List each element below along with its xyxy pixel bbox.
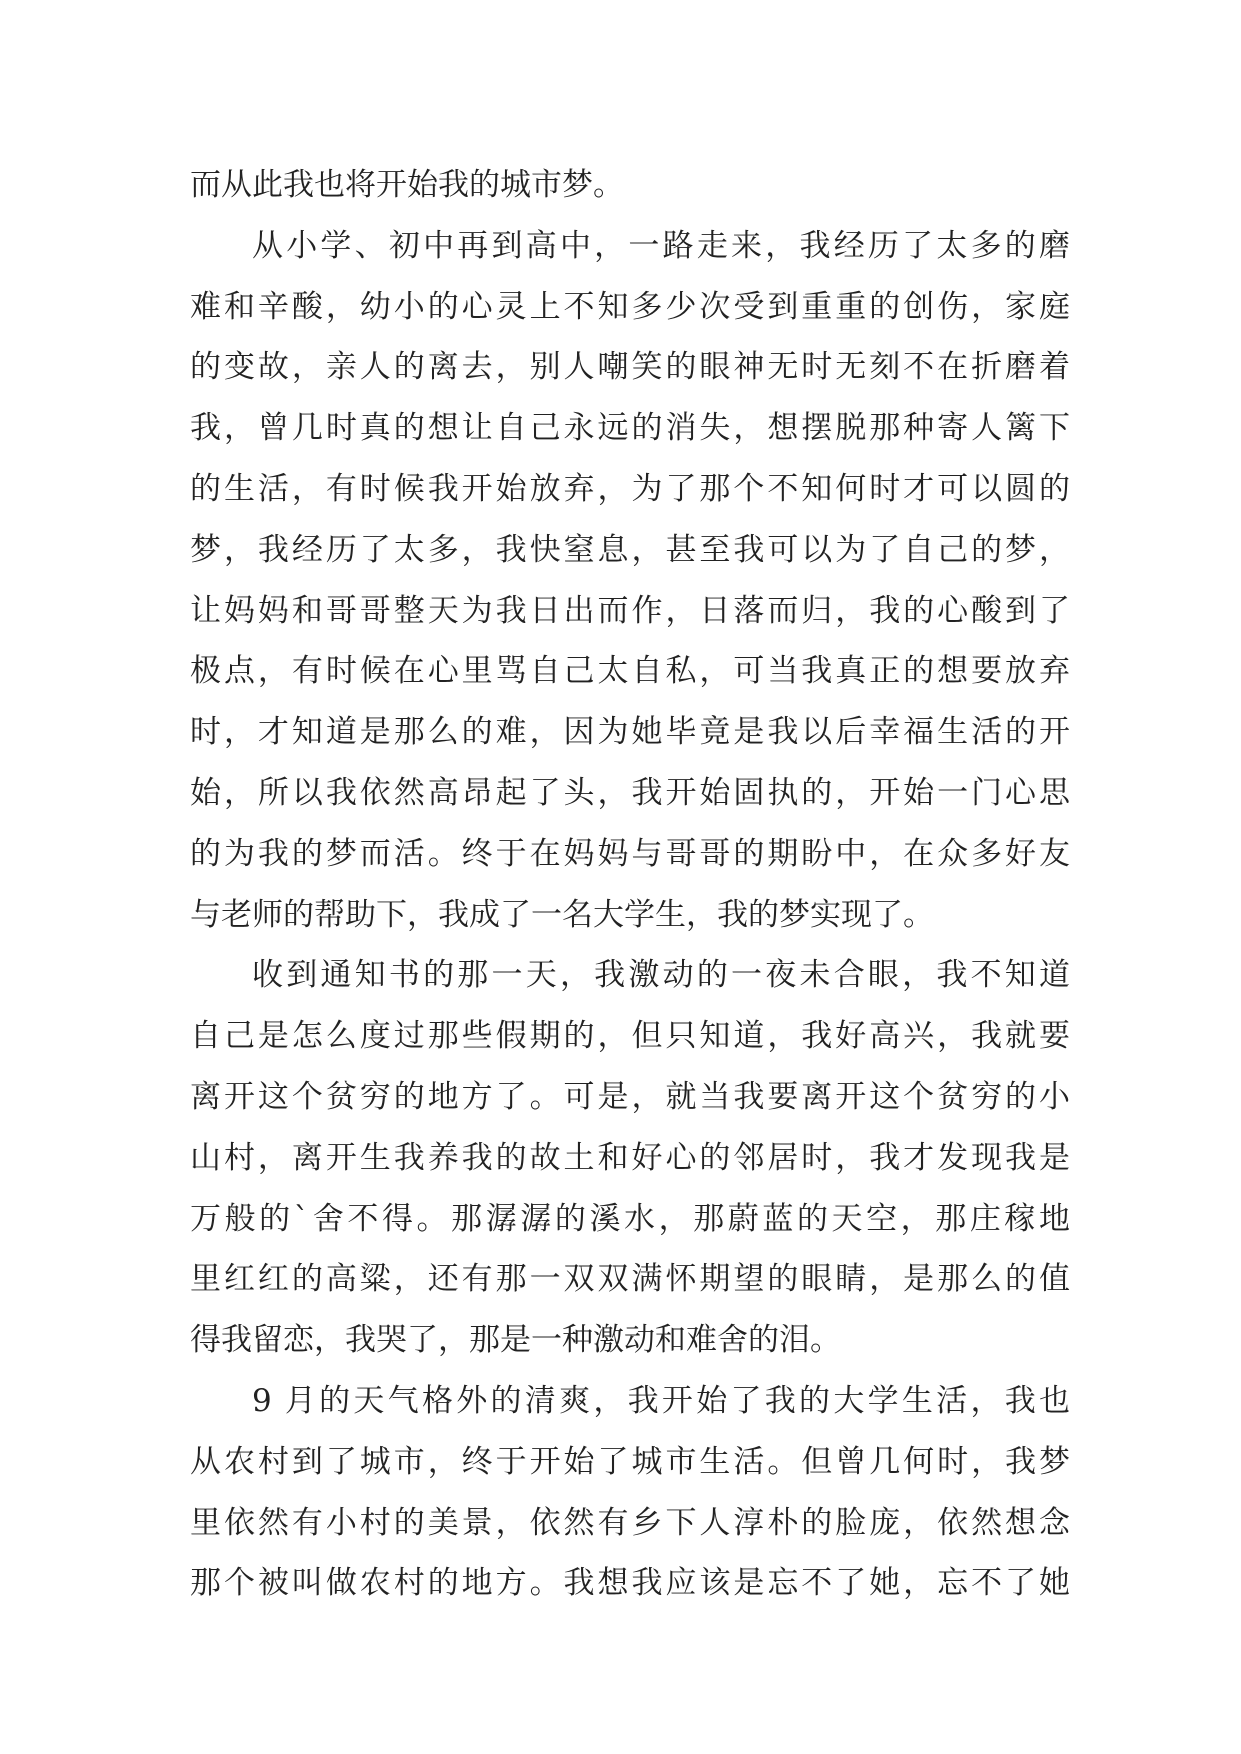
text-line: 万般的`舍不得。那潺潺的溪水，那蔚蓝的天空，那庄稼地	[190, 1200, 1070, 1237]
text-line: 的变故，亲人的离去，别人嘲笑的眼神无时无刻不在折磨着	[190, 349, 1070, 386]
text-line: 的生活，有时候我开始放弃，为了那个不知何时才可以圆的	[190, 470, 1070, 507]
text-line: 得我留恋，我哭了，那是一种激动和难舍的泪。	[190, 1322, 841, 1359]
body-text	[190, 155, 1070, 1614]
text-line: 始，所以我依然高昂起了头，我开始固执的，开始一门心思	[190, 774, 1070, 811]
paragraph	[190, 155, 1070, 216]
text-line: 那个被叫做农村的地方。我想我应该是忘不了她，忘不了她	[190, 1565, 1070, 1602]
text-line: 梦，我经历了太多，我快窒息，甚至我可以为了自己的梦，	[190, 531, 1070, 568]
paragraph	[190, 1371, 1070, 1614]
text-line: 的为我的梦而活。终于在妈妈与哥哥的期盼中，在众多好友	[190, 835, 1070, 872]
text-line: 我，曾几时真的想让自己永远的消失，想摆脱那种寄人篱下	[190, 410, 1070, 447]
text-line: 难和辛酸，幼小的心灵上不知多少次受到重重的创伤，家庭	[190, 288, 1070, 325]
text-line: 收到通知书的那一天，我激动的一夜未合眼，我不知道	[252, 957, 1070, 994]
text-line: 山村，离开生我养我的故土和好心的邻居时，我才发现我是	[190, 1139, 1070, 1176]
text-line: 从农村到了城市，终于开始了城市生活。但曾几何时，我梦	[190, 1443, 1070, 1480]
text-line: 极点，有时候在心里骂自己太自私，可当我真正的想要放弃	[190, 653, 1070, 690]
text-line: 里依然有小村的美景，依然有乡下人淳朴的脸庞，依然想念	[190, 1504, 1070, 1541]
text-line: 与老师的帮助下，我成了一名大学生，我的梦实现了。	[190, 896, 934, 933]
paragraph	[190, 945, 1070, 1371]
text-line: 9 月的天气格外的清爽，我开始了我的大学生活，我也	[252, 1382, 1070, 1419]
paragraph	[190, 216, 1070, 946]
text-line: 时，才知道是那么的难，因为她毕竟是我以后幸福生活的开	[190, 714, 1070, 751]
text-line: 里红红的高粱，还有那一双双满怀期望的眼睛，是那么的值	[190, 1261, 1070, 1298]
text-line: 从小学、初中再到高中，一路走来，我经历了太多的磨	[252, 227, 1070, 264]
text-line: 离开这个贫穷的地方了。可是，就当我要离开这个贫穷的小	[190, 1078, 1070, 1115]
text-line: 自己是怎么度过那些假期的，但只知道，我好高兴，我就要	[190, 1018, 1070, 1055]
text-line: 让妈妈和哥哥整天为我日出而作，日落而归，我的心酸到了	[190, 592, 1070, 629]
text-line: 而从此我也将开始我的城市梦。	[190, 167, 624, 203]
